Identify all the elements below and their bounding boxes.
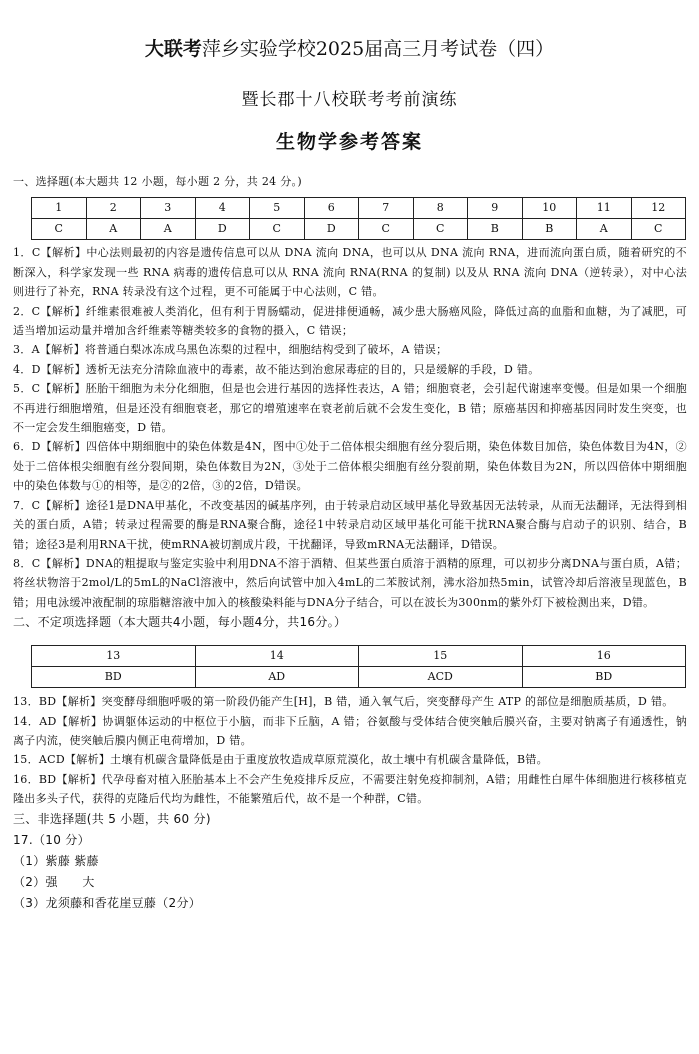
answer-cell: BD (522, 667, 686, 688)
brand-label: 大联考 (144, 38, 202, 60)
question-number-cell: 14 (195, 646, 359, 667)
document-body (13, 172, 687, 914)
question-number-cell: 8 (413, 198, 468, 219)
answer-cell: D (304, 219, 359, 240)
answer-cell: A (141, 219, 196, 240)
answer-cell: D (195, 219, 250, 240)
question-number-cell: 6 (304, 198, 359, 219)
section2-number-row (32, 646, 686, 667)
question-number-cell: 4 (195, 198, 250, 219)
section2-answer-table (31, 645, 686, 688)
question-17-title: 17.（10 分） (13, 832, 90, 847)
question-number-cell: 13 (32, 646, 196, 667)
section1-number-row (32, 198, 686, 219)
answer-cell: C (631, 219, 686, 240)
question-number-cell: 12 (631, 198, 686, 219)
document-title-line2: 暨长郡十八校联考考前演练 (241, 90, 458, 110)
answer-cell: C (32, 219, 87, 240)
answer-cell: C (359, 219, 414, 240)
question-number-cell: 9 (468, 198, 523, 219)
question-number-cell: 10 (522, 198, 577, 219)
answer-cell: B (468, 219, 523, 240)
question-number-cell: 16 (522, 646, 686, 667)
explanation-q8: 8．C【解析】DNA的粗提取与鉴定实验中利用DNA不溶于酒精、但某些蛋白质溶于酒精的原理，可以初步分离DNA与蛋白质，A错；将丝状物溶于2mol/L的5mL的NaCl溶液中，然后向试管中加入4mL的二苯胺试剂，沸水浴加热5min，试管冷却后溶液呈现蓝色，B错；用电泳缓冲液配制的琼脂糖溶液中加入的核酸染料能与DNA分子结合，可以在波长为300nm的紫外灯下被检测出来，D错。 (13, 556, 687, 609)
explanation-q13: 13．BD【解析】突变酵母细胞呼吸的第一阶段仍能产生[H]，B 错，通入氧气后，突变酵母产生 ATP 的部位是细胞质基质，D 错。 (13, 695, 674, 709)
explanation-q7: 7．C【解析】途径1是DNA甲基化，不改变基因的碱基序列，由于转录启动区域甲基化导致基因无法转录，从而无法翻译，无法得到相关的蛋白质，A错；转录过程需要的酶是RNA聚合酶，途径1中转录启动区域甲基化可能干扰RNA聚合酶与启动子的识别、结合，B错；途径3是利用RNA干扰，使mRNA被切割成片段，干扰翻译，导致mRNA无法翻译，D错误。 (13, 498, 687, 551)
question-number-cell: 2 (86, 198, 141, 219)
document-title-line1 (0, 38, 699, 60)
explanation-q5: 5．C【解析】胚胎干细胞为未分化细胞，但是也会进行基因的选择性表达，A 错；细胞衰老，会引起代谢速率变慢。但是如果一个细胞不再进行细胞增殖，但是还没有细胞衰老，那它的增殖速率在衰老前后就不会发生变化，B 错；原癌基因和抑癌基因同时发生突变，也不一定会发生细胞癌变，D 错。 (13, 382, 687, 435)
explanation-q4: 4．D【解析】透析无法充分清除血液中的毒素，故不能达到治愈尿毒症的目的，只是缓解的手段，D 错。 (13, 362, 540, 376)
question-17-answer-1: （1）紫藤 紫藤 (13, 853, 99, 868)
document-title-answer-key: 生物学参考答案 (275, 131, 423, 153)
answer-cell: C (413, 219, 468, 240)
section1-heading: 一、选择题(本大题共 12 小题，每小题 2 分，共 24 分。) (13, 175, 302, 188)
question-number-cell: 1 (32, 198, 87, 219)
question-17-answer-2: （2）强 大 (13, 874, 95, 889)
question-number-cell: 15 (359, 646, 523, 667)
explanation-q16: 16．BD【解析】代孕母畜对植入胚胎基本上不会产生免疫排斥反应，不需要注射免疫抑制剂，A错；用雌性白犀牛体细胞进行核移植克隆出多头子代，获得的克隆后代均为雌性，不能繁殖后代，故不是一个种群，C错。 (13, 772, 687, 806)
answer-cell: B (522, 219, 577, 240)
answer-cell: AD (195, 667, 359, 688)
section1-answer-row (32, 219, 686, 240)
explanation-q2: 2．C【解析】纤维素很难被人类消化，但有利于胃肠蠕动，促进排便通畅，减少患大肠癌风险，降低过高的血脂和血糖，为了减肥，可适当增加运动量并增加含纤维素等糖类较多的食物的摄入，C 错误； (13, 304, 687, 338)
answer-cell: A (577, 219, 632, 240)
question-17-answer-3: （3）龙须藤和香花崖豆藤（2分） (13, 895, 202, 910)
answer-cell: BD (32, 667, 196, 688)
answer-cell: C (250, 219, 305, 240)
answer-cell: ACD (359, 667, 523, 688)
question-number-cell: 5 (250, 198, 305, 219)
section2-heading: 二、不定项选择题（本大题共4小题，每小题4分，共16分。） (13, 615, 347, 630)
section1-answer-table (31, 197, 686, 240)
question-number-cell: 3 (141, 198, 196, 219)
explanation-q14: 14．AD【解析】协调躯体运动的中枢位于小脑，而非下丘脑，A 错；谷氨酸与受体结合使突触后膜兴奋，主要对钠离子有通透性，钠离子内流，使突触后膜内侧正电荷增加，D 错。 (13, 714, 687, 747)
question-number-cell: 7 (359, 198, 414, 219)
explanation-q3: 3．A【解析】将普通白梨冰冻成乌黑色冻梨的过程中，细胞结构受到了破坏，A 错误； (13, 343, 448, 357)
explanation-q6: 6．D【解析】四倍体中期细胞中的染色体数是4N，图中①处于二倍体根尖细胞有丝分裂后期，染色体数目加倍，染色体数目为4N，②处于二倍体根尖细胞有丝分裂间期，染色体数目为2N，③处于二倍体根尖细胞有丝分裂前期，染色体数目为2N，所以四倍体中期细胞中的染色体数与①的相等，是②的2倍，③的2倍，D错误。 (13, 440, 687, 493)
section2-answer-row (32, 667, 686, 688)
explanation-q1: 1．C【解析】中心法则最初的内容是遗传信息可以从 DNA 流向 DNA，也可以从 DNA 流向 RNA，进而流向蛋白质，随着研究的不断深入，科学家发现一些 RNA 病毒的遗传信息可以从 RNA 流向 RNA(RNA 的复制) 以及从 RNA 流向 DNA（逆转录），对中心法则进行了补充，RNA 转录没有这个过程，更不可能属于中心法则，C 错。 (13, 246, 687, 299)
section3-heading: 三、非选择题(共 5 小题，共 60 分) (13, 811, 211, 826)
exam-title: 萍乡实验学校2025届高三月考试卷（四） (201, 38, 555, 60)
question-number-cell: 11 (577, 198, 632, 219)
answer-cell: A (86, 219, 141, 240)
explanation-q15: 15．ACD【解析】土壤有机碳含量降低是由于重度放牧造成草原荒漠化，故土壤中有机碳含量降低，B错。 (13, 753, 548, 767)
